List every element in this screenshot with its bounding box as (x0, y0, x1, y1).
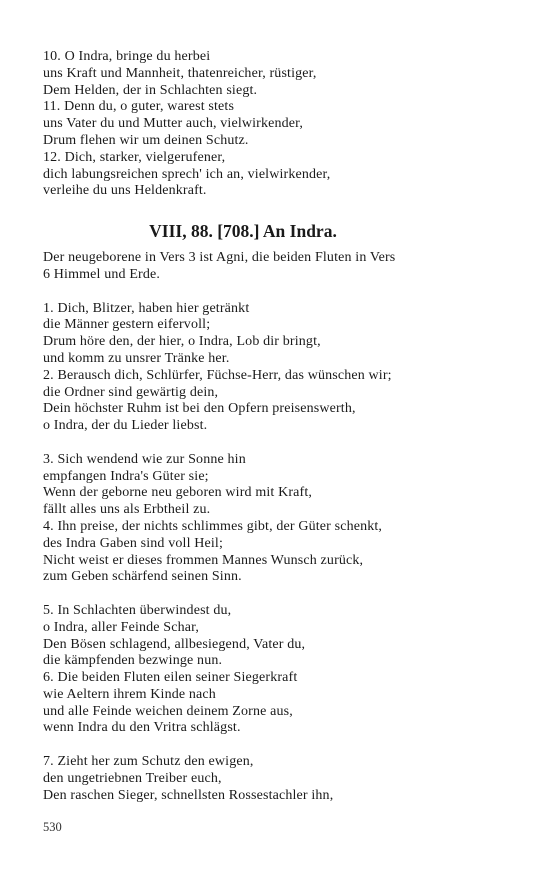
intro-line: 6 Himmel und Erde. (43, 266, 161, 282)
verse-line: Den raschen Sieger, schnellsten Rossestachler ihn, (43, 787, 334, 803)
verse-line: o Indra, der du Lieder liebst. (43, 418, 208, 434)
intro-note (43, 250, 513, 284)
verse-line: die Ordner sind gewärtig dein, (43, 384, 219, 400)
stanza-2 (43, 452, 513, 586)
verse-line: 6. Die beiden Fluten eilen seiner Siegerkraft (43, 670, 298, 686)
verse-line: 4. Ihn preise, der nichts schlimmes gibt, der Güter schenkt, (43, 518, 383, 534)
verse-line: wenn Indra du den Vritra schlägst. (43, 720, 241, 736)
verse-line: Drum flehen wir um deinen Schutz. (43, 132, 249, 148)
verse-line: dich labungsreichen sprech' ich an, vielwirkender, (43, 166, 331, 182)
verse-line: Drum höre den, der hier, o Indra, Lob dir bringt, (43, 334, 321, 350)
verse-line: 7. Zieht her zum Schutz den ewigen, (43, 754, 254, 770)
page-number: 530 (43, 820, 62, 834)
stanza-1 (43, 301, 513, 435)
verse-line: empfangen Indra's Güter sie; (43, 468, 209, 484)
verse-line: 12. Dich, starker, vielgerufener, (43, 149, 226, 165)
verse-line: 3. Sich wendend wie zur Sonne hin (43, 451, 246, 467)
verse-line: 2. Berausch dich, Schlürfer, Füchse-Herr, das wünschen wir; (43, 367, 392, 383)
verse-line: und alle Feinde weichen deinem Zorne aus, (43, 703, 293, 719)
verse-line: des Indra Gaben sind voll Heil; (43, 535, 223, 551)
verse-line: verleihe du uns Heldenkraft. (43, 183, 207, 199)
stanza-gap (43, 586, 513, 603)
verse-line: den ungetriebnen Treiber euch, (43, 770, 222, 786)
stanza-gap (43, 435, 513, 452)
stanza-gap (43, 737, 513, 754)
verse-line: 5. In Schlachten überwindest du, (43, 602, 232, 618)
hymn-heading: VIII, 88. [708.] An Indra. (149, 221, 337, 242)
verse-line: uns Vater du und Mutter auch, vielwirkender, (43, 116, 304, 132)
verse-line: wie Aeltern ihrem Kinde nach (43, 686, 216, 702)
verse-line: 10. O Indra, bringe du herbei (43, 49, 211, 64)
verse-line: uns Kraft und Mannheit, thatenreicher, rüstiger, (43, 65, 317, 81)
stanza-gap (43, 284, 513, 301)
verse-line: Dem Helden, der in Schlachten siegt. (43, 82, 258, 98)
verse-line: 11. Denn du, o guter, warest stets (43, 99, 235, 115)
verse-line: die kämpfenden bezwinge nun. (43, 653, 223, 669)
page-content (43, 49, 513, 804)
verse-line: Wenn der geborne neu geboren wird mit Kraft, (43, 485, 313, 501)
intro-line: Der neugeborene in Vers 3 ist Agni, die beiden Fluten in Vers (43, 250, 396, 266)
verse-line: die Männer gestern eifervoll; (43, 317, 211, 333)
verse-line: 1. Dich, Blitzer, haben hier getränkt (43, 300, 250, 316)
stanza-3 (43, 603, 513, 737)
verse-line: zum Geben schärfend seinen Sinn. (43, 569, 242, 585)
verse-line: o Indra, aller Feinde Schar, (43, 619, 200, 635)
verse-line: Den Bösen schlagend, allbesiegend, Vater du, (43, 636, 306, 652)
verse-line: fällt alles uns als Erbtheil zu. (43, 502, 211, 518)
stanza-4 (43, 754, 513, 804)
verse-line: Nicht weist er dieses frommen Mannes Wunsch zurück, (43, 552, 364, 568)
verse-block-top (43, 49, 513, 200)
verse-line: Dein höchster Ruhm ist bei den Opfern preisenswerth, (43, 401, 356, 417)
verse-line: und komm zu unsrer Tränke her. (43, 350, 230, 366)
